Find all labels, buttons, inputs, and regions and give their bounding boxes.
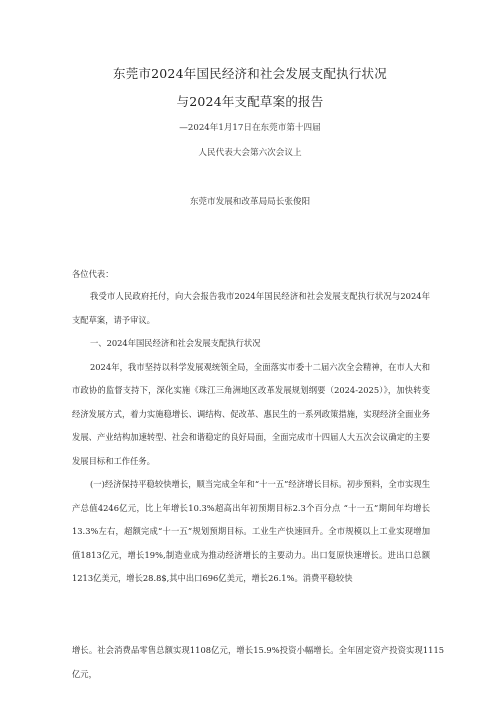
salutation: 各位代表： (72, 269, 114, 279)
consumption-investment-paragraph: 增长。社会消费品零售总额实现1108亿元，增长15.9%投资小幅增长。全年固定资产投资实现1115亿元， (72, 645, 444, 679)
report-title-line-2: 与2024年支配草案的报告 (176, 94, 324, 109)
meeting-info-line-2: 人民代表大会第六次会议上 (198, 148, 302, 158)
intro-paragraph: 我受市人民政府托付，向大会报告我市2024年国民经济和社会发展支配执行状况与2024年支配草案，请予审议。 (72, 291, 430, 325)
meeting-info-line-1: —2024年1月17日在东莞市第十四届 (179, 123, 321, 133)
reporter-line: 东莞市发展和改革局局长张俊阳 (189, 197, 311, 207)
economic-growth-paragraph: (一)经济保持平稳较快增长，顺当完成全年和“十一五”经济增长目标。初步预料，全市实现生产总值4246亿元，比上年增长10.3%超高出年初预期目标2.3个百分点 “十一五”期间年均增长13.3%左右，超额完成“十一五”规划预期目标。工业生产快速回升。全市规模以上工业实现增加值1813亿元，增长19%,制造业成为推动经济增长的主要动力。出口复原快速增长。进出口总额1213亿美元，增长28.8$,其中出口696亿美元，增长26.1%。消费平稳较快 (72, 479, 430, 583)
overview-paragraph: 2024年，我市坚持以科学发展观统领全局，全面落实市委十二届六次全会精神，在市人大和市政协的监督支持下，深化实施《珠江三角洲地区改革发展规划纲要（2024-2025）》，加快转变经济发展方式，着力实施稳增长、调结构、促改革、惠民生的一系列政策措施，实现经济全面业务发展、产业结构加速转型、社会和谐稳定的良好局面，全面完成市十四届人大五次会议确定的主要发展目标和工作任务。 (72, 361, 430, 466)
report-body (72, 285, 430, 591)
continuation-line (72, 639, 444, 686)
section-heading: 一、2024年国民经济和社会发展支配执行状况 (90, 338, 261, 348)
report-title-line-1: 东莞市2024年国民经济和社会发展支配执行状况 (113, 66, 387, 81)
